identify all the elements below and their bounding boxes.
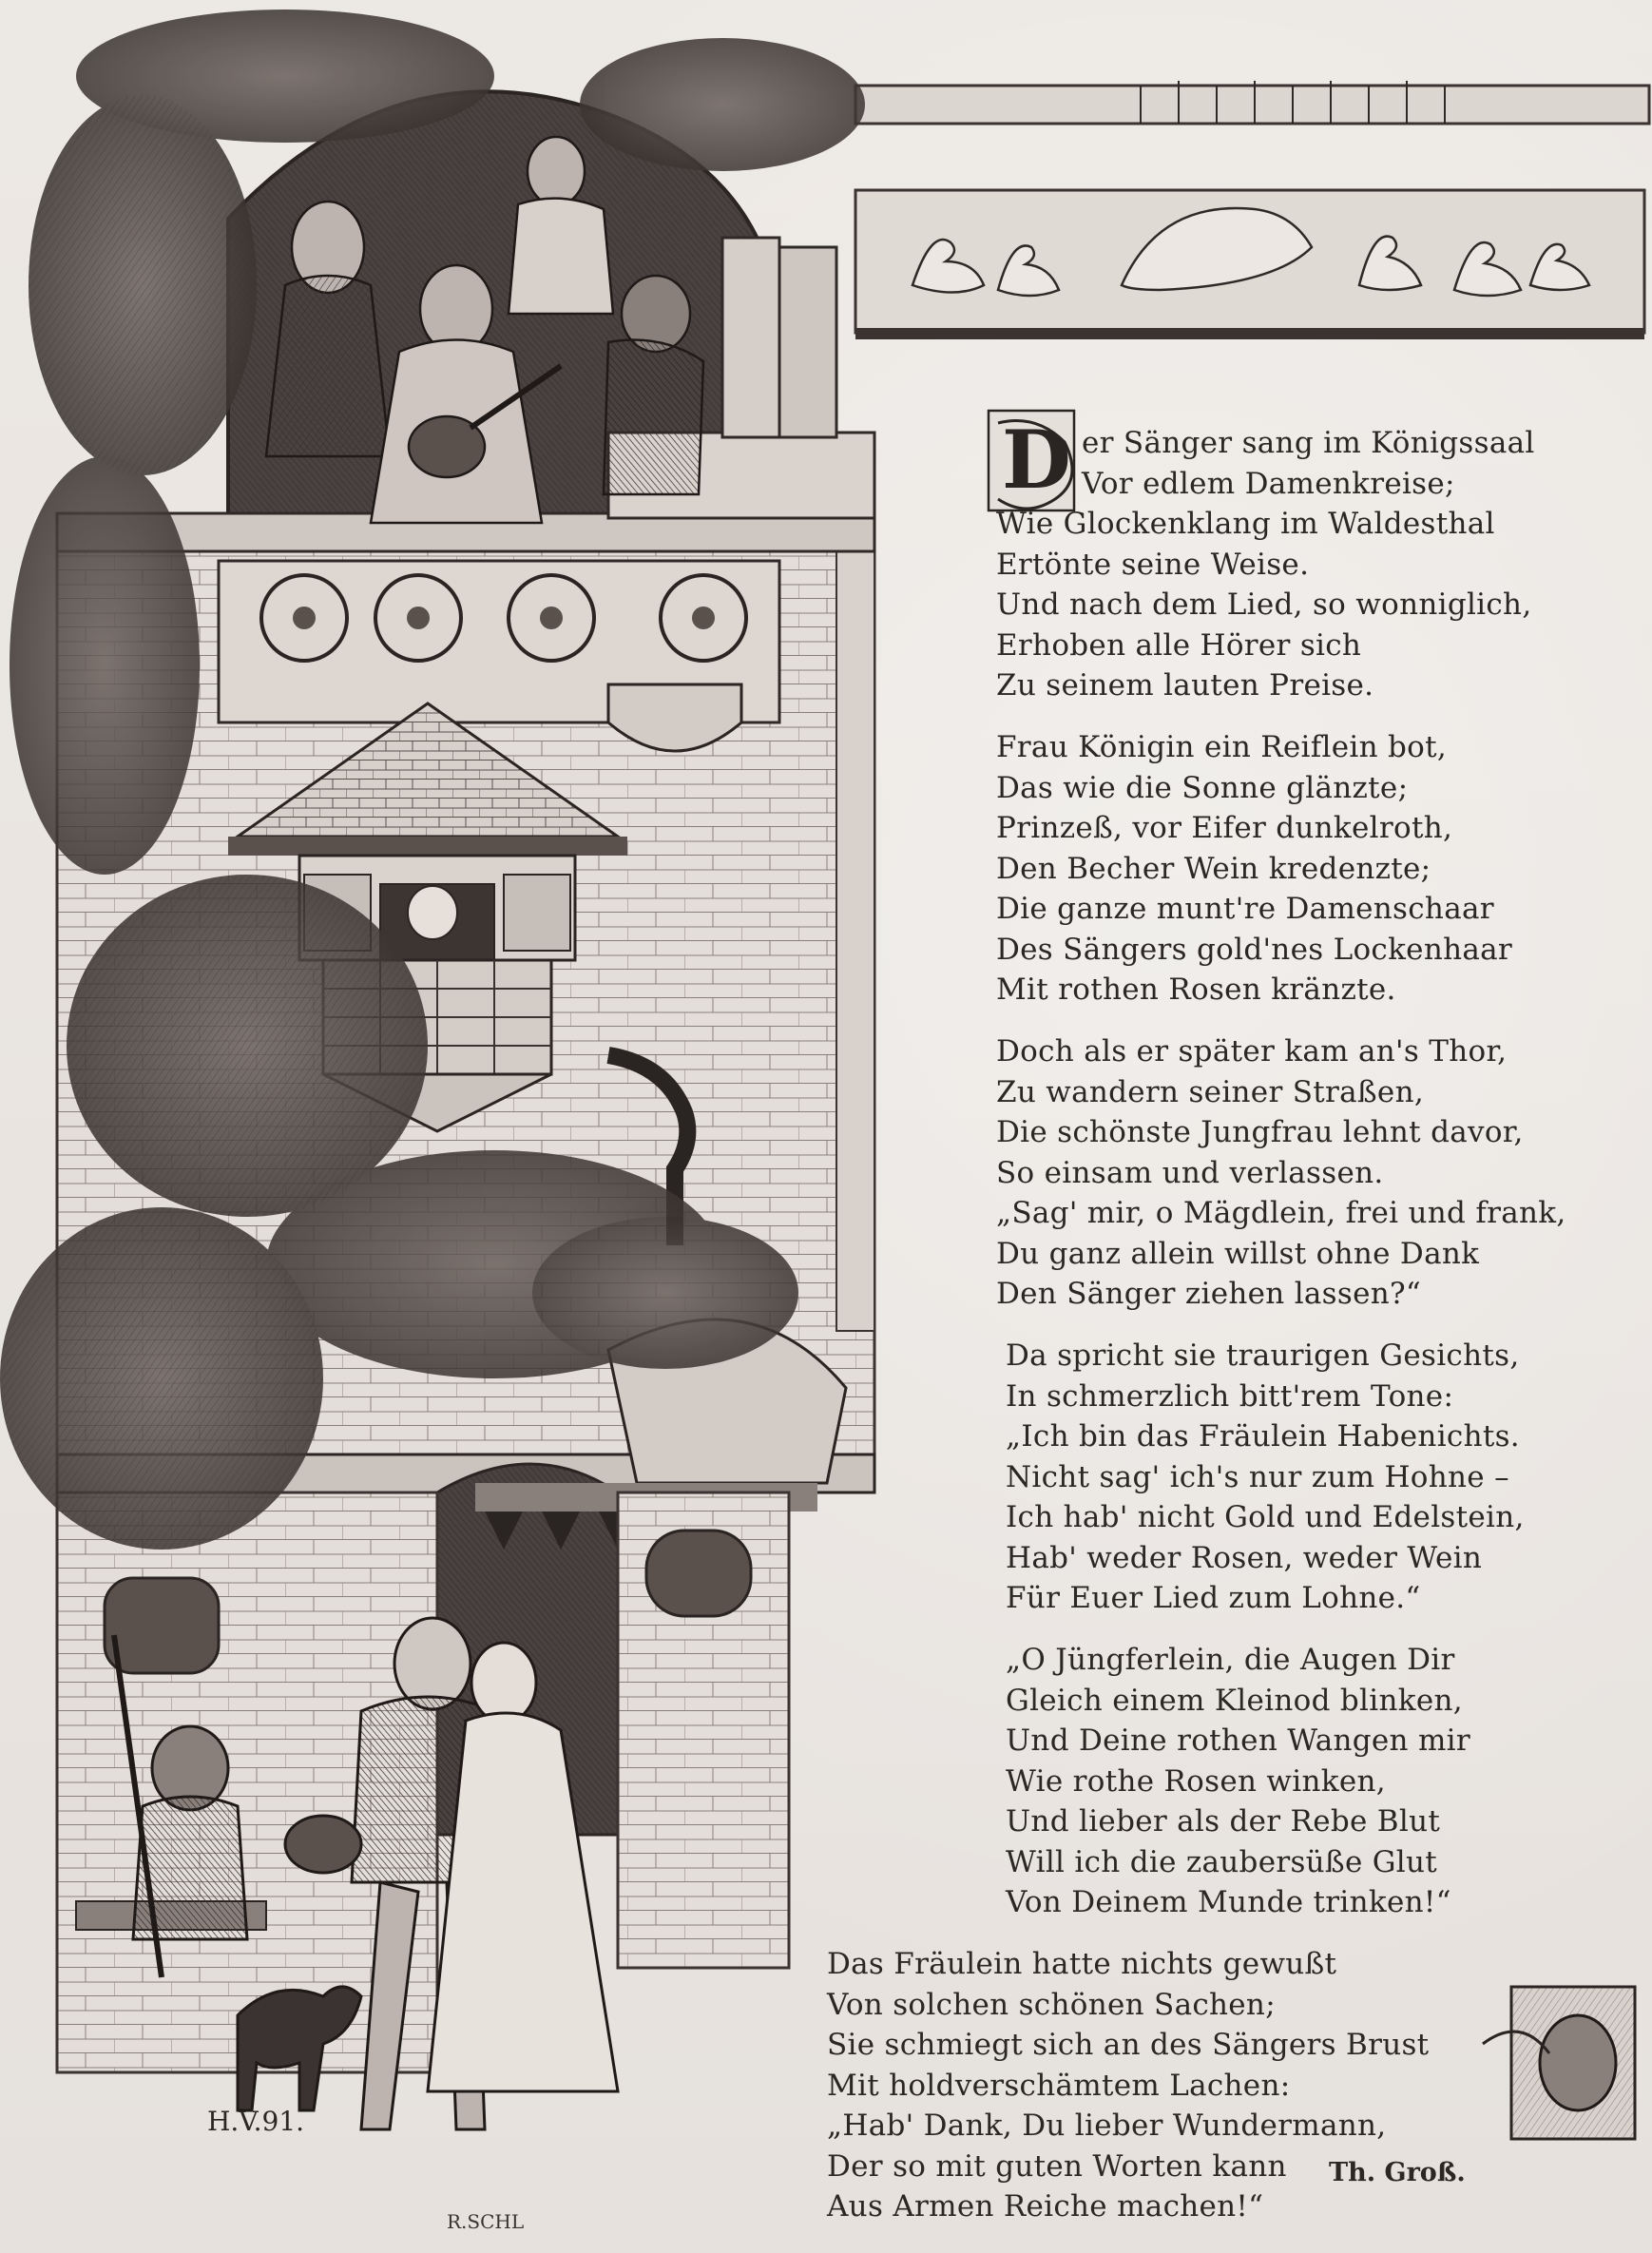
poem-line: Und lieber als der Rebe Blut bbox=[1006, 1804, 1441, 1839]
poem-line: Mit holdverschämtem Lachen: bbox=[827, 2068, 1291, 2103]
top-frieze bbox=[855, 81, 1649, 339]
stanza-5 bbox=[1006, 1640, 1470, 1923]
author-signature: Th. Groß. bbox=[1329, 2158, 1466, 2187]
poem-line: Wie rothe Rosen winken, bbox=[1006, 1763, 1386, 1799]
poem-line: Will ich die zaubersüße Glut bbox=[1006, 1844, 1438, 1879]
poem-line: Und nach dem Lied, so wonniglich, bbox=[996, 587, 1532, 622]
poem-line: Und Deine rothen Wangen mir bbox=[1006, 1723, 1470, 1758]
poem-line: Aus Armen Reiche machen!“ bbox=[827, 2189, 1264, 2224]
poem-line: Sie schmiegt sich an des Sängers Brust bbox=[827, 2028, 1430, 2062]
poem-line: Den Becher Wein kredenzte; bbox=[996, 851, 1431, 886]
poem-line: er Sänger sang im Königssaal bbox=[1082, 426, 1535, 460]
poem-line: Von Deinem Munde trinken!“ bbox=[1006, 1885, 1451, 1919]
poem-line: „Ich bin das Fräulein Habenichts. bbox=[1006, 1419, 1520, 1454]
poem-line: Ertönte seine Weise. bbox=[996, 547, 1310, 582]
corner-vignette bbox=[1483, 1987, 1635, 2139]
poem-line: Für Euer Lied zum Lohne.“ bbox=[1006, 1581, 1421, 1615]
stanza-2 bbox=[996, 727, 1512, 1011]
poem-line: Vor edlem Damenkreise; bbox=[1082, 466, 1455, 501]
poem-line: Gleich einem Kleinod blinken, bbox=[1006, 1683, 1463, 1718]
poem-line: Die schönste Jungfrau lehnt davor, bbox=[996, 1115, 1524, 1149]
poem-line: Da spricht sie traurigen Gesichts, bbox=[1006, 1338, 1520, 1373]
dropcap bbox=[985, 409, 1080, 513]
poem-line: Du ganz allein willst ohne Dank bbox=[996, 1236, 1480, 1271]
poem-line: „Sag' mir, o Mägdlein, frei und frank, bbox=[996, 1196, 1566, 1230]
poem-line: Von solchen schönen Sachen; bbox=[827, 1987, 1276, 2022]
stanza-3 bbox=[996, 1031, 1566, 1315]
stanza-4 bbox=[1006, 1336, 1525, 1619]
poem-line: Ich hab' nicht Gold und Edelstein, bbox=[1006, 1500, 1525, 1534]
stanza-1 bbox=[1082, 423, 1535, 504]
poem-line: So einsam und verlassen. bbox=[996, 1155, 1384, 1190]
poem-line: „O Jüngferlein, die Augen Dir bbox=[1006, 1643, 1455, 1677]
poem-line: Das Fräulein hatte nichts gewußt bbox=[827, 1947, 1337, 1981]
engraver-signature: R.SCHL bbox=[447, 2210, 525, 2233]
poem-line: „Hab' Dank, Du lieber Wundermann, bbox=[827, 2109, 1387, 2143]
poem-line: Das wie die Sonne glänzte; bbox=[996, 770, 1409, 805]
poem-line: In schmerzlich bitt'rem Tone: bbox=[1006, 1378, 1454, 1414]
poem-line: Zu wandern seiner Straßen, bbox=[996, 1074, 1424, 1109]
artist-monogram: H.V.91. bbox=[207, 2106, 305, 2137]
poem-line: Zu seinem lauten Preise. bbox=[996, 668, 1374, 703]
poem-line: Hab' weder Rosen, weder Wein bbox=[1006, 1540, 1483, 1575]
poem-line: Den Sänger ziehen lassen?“ bbox=[996, 1277, 1422, 1311]
poem-line: Mit rothen Rosen kränzte. bbox=[996, 972, 1396, 1007]
poem-line: Des Sängers gold'nes Lockenhaar bbox=[996, 932, 1513, 967]
dropcap-letter: D bbox=[1002, 413, 1071, 507]
poem-line: Frau Königin ein Reiflein bot, bbox=[996, 730, 1448, 764]
poem-line: Erhoben alle Hörer sich bbox=[996, 627, 1362, 663]
stanza-1-cont bbox=[996, 504, 1531, 706]
poem-line: Die ganze munt're Damenschaar bbox=[996, 892, 1494, 926]
poem-line: Prinzeß, vor Eifer dunkelroth, bbox=[996, 811, 1453, 845]
poem-line: Der so mit guten Worten kann bbox=[827, 2148, 1287, 2184]
poem-line: Wie Glockenklang im Waldesthal bbox=[996, 507, 1495, 541]
poem-line: Doch als er später kam an's Thor, bbox=[996, 1034, 1508, 1069]
poem-line: Nicht sag' ich's nur zum Hohne – bbox=[1006, 1459, 1509, 1494]
